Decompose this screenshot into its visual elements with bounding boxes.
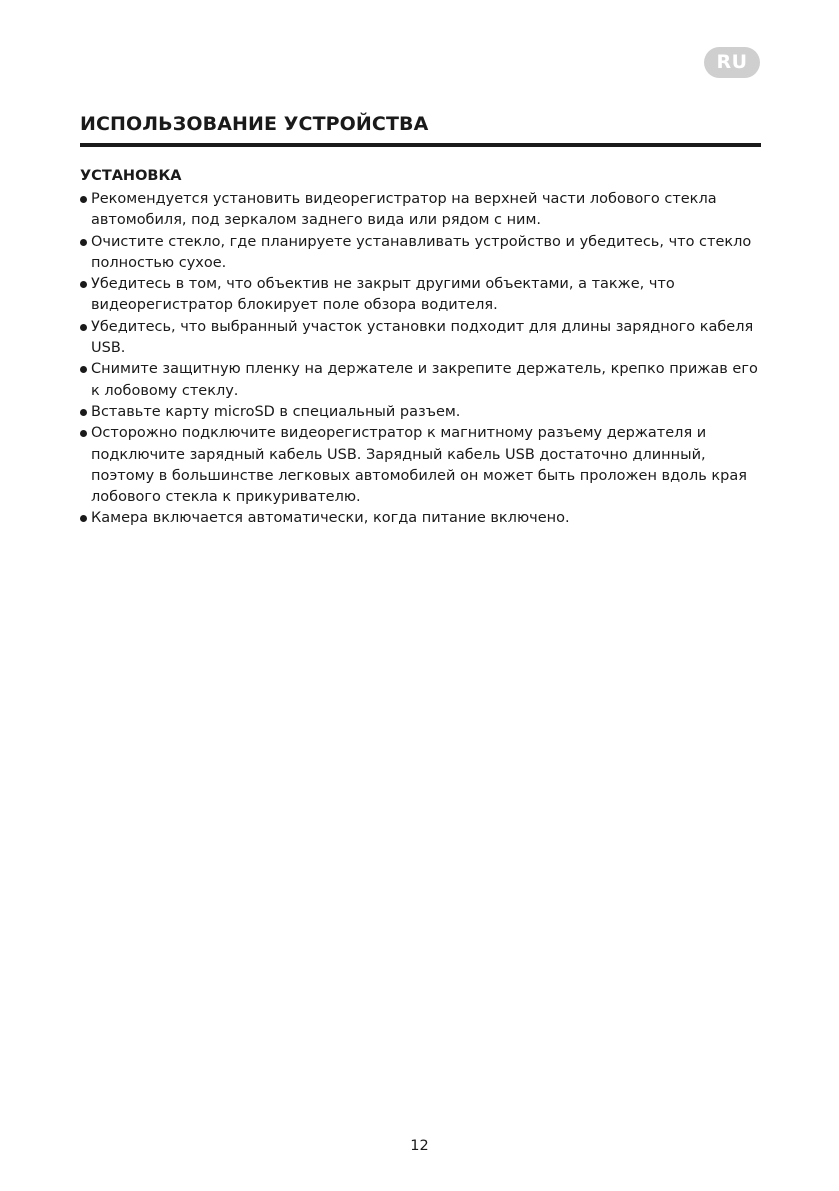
list-item bbox=[80, 359, 770, 402]
list-item bbox=[80, 402, 770, 423]
page-number: 12 bbox=[410, 1138, 429, 1154]
bullet-icon bbox=[80, 239, 87, 246]
bullet-icon bbox=[80, 324, 87, 331]
installation-steps-list bbox=[80, 189, 770, 530]
list-item bbox=[80, 274, 770, 317]
list-item-text: Убедитесь, что выбранный участок установки подходит для длины зарядного кабеля USB. bbox=[91, 318, 754, 357]
list-item-text: Рекомендуется установить видеорегистратор на верхней части лобового стекла автомобиля, под зеркалом заднего вида или рядом с ним. bbox=[91, 191, 717, 229]
list-item bbox=[80, 423, 770, 508]
bullet-icon bbox=[80, 515, 87, 522]
list-item-text: Камера включается автоматически, когда питание включено. bbox=[91, 510, 570, 527]
list-item-text: Убедитесь в том, что объектив не закрыт другими объектами, а также, что видеорегистратор блокирует поле обзора водителя. bbox=[91, 276, 675, 314]
bullet-icon bbox=[80, 366, 87, 373]
list-item-text: Очистите стекло, где планируете устанавливать устройство и убедитесь, что стекло полностью сухое. bbox=[91, 233, 752, 271]
list-item bbox=[80, 189, 770, 232]
bullet-icon bbox=[80, 196, 87, 203]
list-item-text: Снимите защитную пленку на держателе и закрепите держатель, крепко прижав его к лобовому стеклу. bbox=[91, 361, 758, 399]
page-title: ИСПОЛЬЗОВАНИЕ УСТРОЙСТВА bbox=[80, 113, 429, 135]
bullet-icon bbox=[80, 409, 87, 416]
title-divider bbox=[80, 143, 761, 147]
bullet-icon bbox=[80, 430, 87, 437]
list-item bbox=[80, 508, 770, 529]
language-badge: RU bbox=[704, 47, 760, 78]
list-item-text: Вставьте карту microSD в специальный разъем. bbox=[91, 403, 461, 420]
bullet-icon bbox=[80, 281, 87, 288]
list-item-text: Осторожно подключите видеорегистратор к магнитному разъему держателя и подключите зарядный кабель USB. Зарядный кабель USB достаточно длинный, поэтому в большинстве легковых автомобилей он может быть проложен вдоль края лобового стекла к прикуривателю. bbox=[91, 425, 747, 506]
section-heading: УСТАНОВКА bbox=[80, 168, 182, 184]
list-item bbox=[80, 232, 770, 275]
list-item bbox=[80, 317, 770, 360]
